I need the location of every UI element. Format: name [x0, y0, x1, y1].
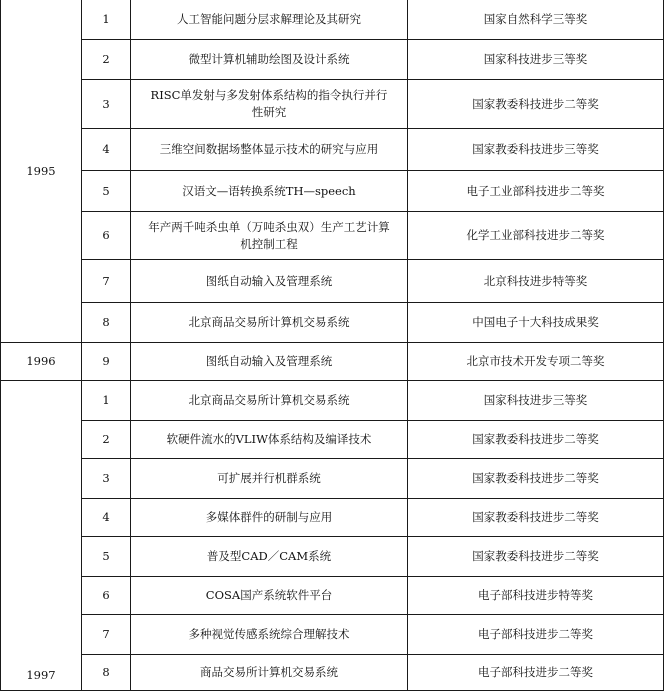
table-row	[1, 615, 664, 655]
row-number: 6	[82, 577, 131, 615]
row-number: 7	[82, 260, 131, 303]
table-row	[1, 212, 664, 260]
project-name: 普及型CAD／CAM系统	[131, 537, 408, 577]
award-level: 电子部科技进步二等奖	[408, 615, 664, 655]
year-cell: 1996	[1, 343, 82, 381]
row-number: 1	[82, 381, 131, 421]
project-name: 图纸自动输入及管理系统	[131, 343, 408, 381]
award-level: 北京市技术开发专项二等奖	[408, 343, 664, 381]
award-level: 化学工业部科技进步二等奖	[408, 212, 664, 260]
project-name: 年产两千吨杀虫单（万吨杀虫双）生产工艺计算机控制工程	[131, 212, 408, 260]
table-row	[1, 80, 664, 129]
project-name: 多种视觉传感系统综合理解技术	[131, 615, 408, 655]
project-name: 北京商品交易所计算机交易系统	[131, 381, 408, 421]
project-name: 图纸自动输入及管理系统	[131, 260, 408, 303]
project-name: 可扩展并行机群系统	[131, 459, 408, 499]
table-row	[1, 260, 664, 303]
award-level: 国家教委科技进步二等奖	[408, 459, 664, 499]
year-cell: 1997	[1, 381, 82, 691]
table-row	[1, 499, 664, 537]
project-name: 微型计算机辅助绘图及设计系统	[131, 40, 408, 80]
award-level: 国家教委科技进步三等奖	[408, 129, 664, 171]
award-level: 国家科技进步三等奖	[408, 40, 664, 80]
row-number: 1	[82, 0, 131, 40]
award-level: 国家教委科技进步二等奖	[408, 80, 664, 129]
project-name: 软硬件流水的VLIW体系结构及编译技术	[131, 421, 408, 459]
row-number: 6	[82, 212, 131, 260]
award-level: 北京科技进步特等奖	[408, 260, 664, 303]
award-level: 电子工业部科技进步二等奖	[408, 171, 664, 212]
row-number: 4	[82, 129, 131, 171]
award-level: 国家教委科技进步二等奖	[408, 537, 664, 577]
project-name: RISC单发射与多发射体系结构的指令执行并行性研究	[131, 80, 408, 129]
table-row	[1, 40, 664, 80]
row-number: 8	[82, 655, 131, 691]
row-number: 9	[82, 343, 131, 381]
table-row	[1, 655, 664, 691]
table-row	[1, 537, 664, 577]
project-name: 三维空间数据场整体显示技术的研究与应用	[131, 129, 408, 171]
award-level: 国家自然科学三等奖	[408, 0, 664, 40]
project-name: 人工智能问题分层求解理论及其研究	[131, 0, 408, 40]
award-level: 电子部科技进步特等奖	[408, 577, 664, 615]
row-number: 5	[82, 537, 131, 577]
row-number: 5	[82, 171, 131, 212]
project-name: 汉语文—语转换系统TH—speech	[131, 171, 408, 212]
project-name: 商品交易所计算机交易系统	[131, 655, 408, 691]
project-name: 多媒体群件的研制与应用	[131, 499, 408, 537]
table-row	[1, 303, 664, 343]
row-number: 4	[82, 499, 131, 537]
award-level: 电子部科技进步二等奖	[408, 655, 664, 691]
project-name: COSA国产系统软件平台	[131, 577, 408, 615]
table-row	[1, 171, 664, 212]
row-number: 8	[82, 303, 131, 343]
table-row	[1, 343, 664, 381]
row-number: 3	[82, 80, 131, 129]
row-number: 2	[82, 421, 131, 459]
award-level: 中国电子十大科技成果奖	[408, 303, 664, 343]
table-row	[1, 459, 664, 499]
award-level: 国家教委科技进步二等奖	[408, 421, 664, 459]
row-number: 3	[82, 459, 131, 499]
table-row	[1, 129, 664, 171]
award-level: 国家教委科技进步二等奖	[408, 499, 664, 537]
row-number: 7	[82, 615, 131, 655]
award-level: 国家科技进步三等奖	[408, 381, 664, 421]
row-number: 2	[82, 40, 131, 80]
table-row	[1, 421, 664, 459]
year-cell: 1995	[1, 0, 82, 343]
project-name: 北京商品交易所计算机交易系统	[131, 303, 408, 343]
table-row	[1, 577, 664, 615]
table-row	[1, 381, 664, 421]
table-row	[1, 0, 664, 40]
